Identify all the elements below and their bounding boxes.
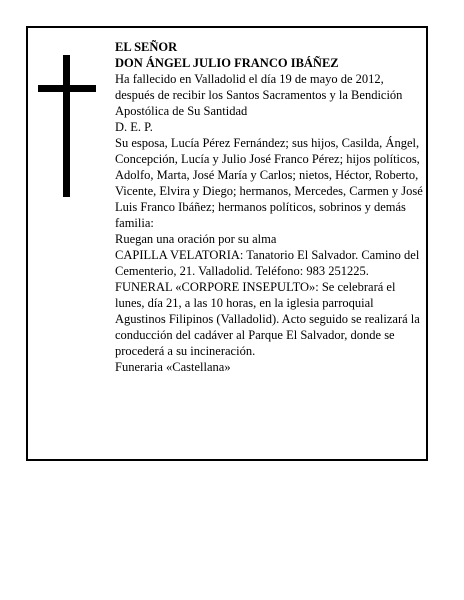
prayer-request: Ruegan una oración por su alma bbox=[115, 232, 277, 246]
dep-line: D. E. P. bbox=[115, 120, 153, 134]
obituary-text bbox=[115, 39, 425, 375]
funeral-info: FUNERAL «CORPORE INSEPULTO»: Se celebrará el lunes, día 21, a las 10 horas, en la iglesia parroquial Agustinos Filipinos (Valladolid). Acto seguido se realizará la conducción del cadáver al Parque El Salvador, donde se procederá a su incineración. bbox=[115, 280, 420, 358]
cross-vertical-bar bbox=[63, 55, 70, 197]
cross-horizontal-bar bbox=[38, 85, 96, 92]
chapel-info: CAPILLA VELATORIA: Tanatorio El Salvador. Camino del Cementerio, 21. Valladolid. Teléfono: 983 251225. bbox=[115, 248, 420, 278]
title-line-1: EL SEÑOR bbox=[115, 40, 178, 54]
death-announcement: Ha fallecido en Valladolid el día 19 de mayo de 2012, después de recibir los Santos Sacramentos y la Bendición Apostólica de Su Santidad bbox=[115, 72, 403, 118]
funeral-home: Funeraria «Castellana» bbox=[115, 360, 231, 374]
cross-icon bbox=[38, 55, 96, 197]
deceased-name: DON ÁNGEL JULIO FRANCO IBÁÑEZ bbox=[115, 56, 339, 70]
family-list: Su esposa, Lucía Pérez Fernández; sus hijos, Casilda, Ángel, Concepción, Lucía y Julio José Franco Pérez; hijos políticos, Adolfo, Marta, José María y Carlos; nietos, Héctor, Roberto, Vicente, Elvira y Diego; hermanos, Mercedes, Carmen y José Luis Franco Ibáñez; hermanos políticos, sobrinos y demás familia: bbox=[115, 136, 423, 230]
